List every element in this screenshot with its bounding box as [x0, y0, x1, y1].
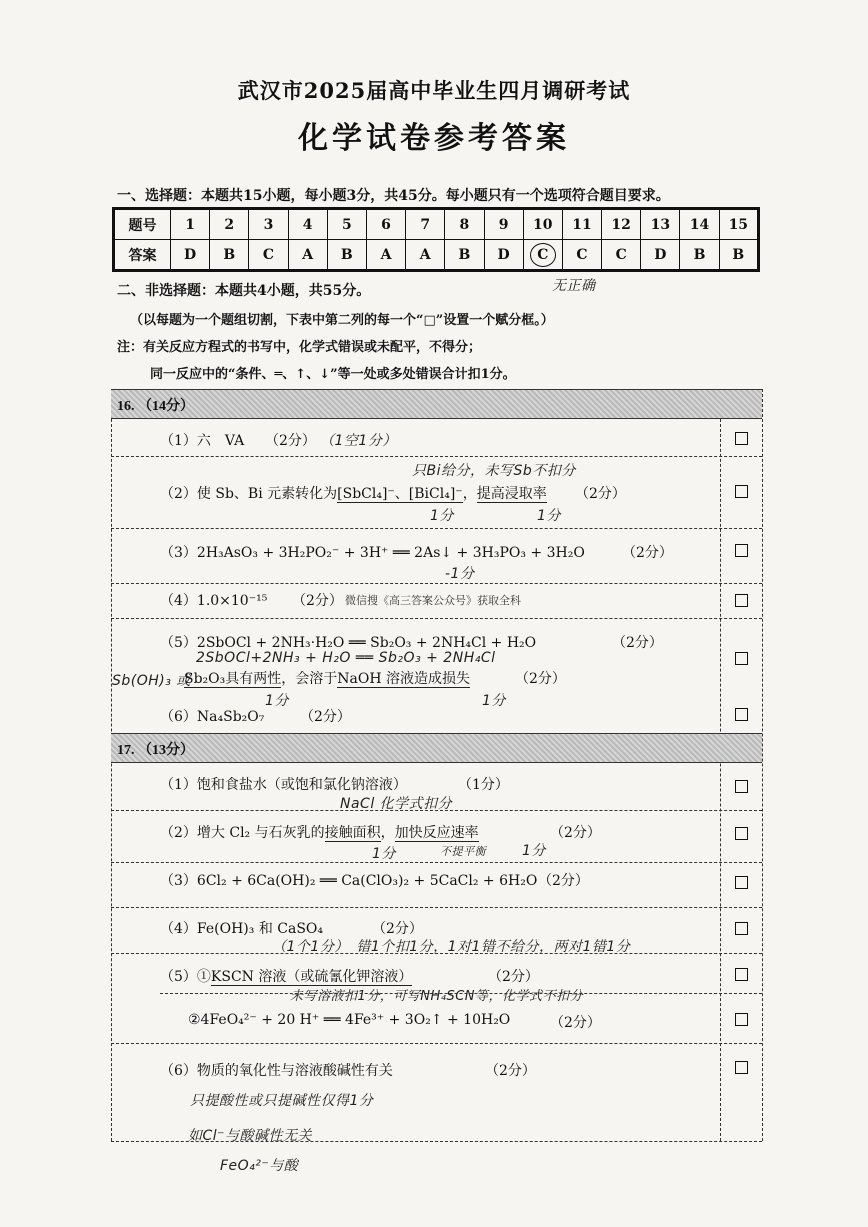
row-divider	[111, 618, 762, 619]
row-label-number: 题号	[114, 209, 171, 240]
section2-note1: （以每题为一个题组切割，下表中第二列的每一个“□”设置一个赋分框。）	[130, 313, 554, 328]
section2-note3: 同一反应中的“条件、═、↑、↓”等一处或多处错误合计扣1分。	[150, 367, 516, 382]
score-box[interactable]	[735, 827, 748, 840]
table-cell-circled	[523, 240, 562, 271]
table-cell: A	[288, 240, 327, 271]
q16-row3-text: （3）2H₃AsO₃ + 3H₂PO₂⁻ + 3H⁺ ══ 2As↓ + 3H₃PO₃ + 3H₂O	[160, 545, 585, 561]
table-cell: C	[602, 240, 641, 271]
handwritten-note: 如Cl⁻与酸碱性无关	[188, 1128, 313, 1144]
q17-row5-text: （5）①KSCN 溶液（或硫氰化钾溶液）	[160, 969, 413, 985]
q16-row5-score2: （2分）	[515, 671, 566, 687]
table-row-answers	[114, 240, 759, 271]
handwritten-note: 未写溶液扣1分，可写NH₄SCN等，化学式不扣分	[290, 989, 584, 1004]
q16-row5-score: （2分）	[612, 635, 663, 651]
row-divider	[111, 456, 762, 457]
handwritten-note: NaCl 化学式扣分	[340, 796, 453, 812]
q16-row6-text: （6）Na₄Sb₂O₇	[160, 709, 265, 725]
q17-row2-text: （2）增大 Cl₂ 与石灰乳的接触面积，加快反应速率	[160, 825, 479, 841]
section2-note2: 注：有关反应方程式的书写中，化学式错误或未配平，不得分；	[117, 340, 482, 355]
q17-row4-text: （4）Fe(OH)₃ 和 CaSO₄	[160, 921, 324, 937]
handwritten-note: Sb(OH)₃ 或	[112, 673, 191, 689]
table-cell: 7	[406, 209, 445, 240]
row-divider	[111, 1141, 762, 1142]
q17-row6-score: （2分）	[485, 1063, 536, 1079]
table-cell: B	[719, 240, 758, 271]
table-cell: 14	[680, 209, 719, 240]
table-cell: 2	[210, 209, 249, 240]
q17-row3-text: （3）6Cl₂ + 6Ca(OH)₂ ══ Ca(ClO₃)₂ + 5CaCl₂ + 6H₂O	[160, 873, 538, 889]
table-cell: B	[445, 240, 484, 271]
score-box[interactable]	[735, 968, 748, 981]
section2-desc: 二、非选择题：本题共4小题，共55分。	[117, 283, 371, 299]
handwritten-note: 只Bi给分，未写Sb不扣分	[412, 463, 576, 479]
table-cell: 15	[719, 209, 758, 240]
q16-row2-text: （2）使 Sb、Bi 元素转化为[SbCl₄]⁻、[BiCl₄]⁻，提高浸取率	[160, 486, 547, 502]
handwritten-note: （1个1分） 错1个扣1分，1对1错不给分，两对1错1分	[272, 939, 631, 955]
row-divider	[111, 907, 762, 908]
table-cell: B	[210, 240, 249, 271]
score-box[interactable]	[735, 922, 748, 935]
score-box[interactable]	[735, 1061, 748, 1074]
q17-row1-score: （1分）	[458, 777, 509, 793]
row-divider	[111, 1043, 762, 1044]
table-cell: D	[641, 240, 680, 271]
table-cell: 9	[484, 209, 523, 240]
q17-row1-text: （1）饱和食盐水（或饱和氯化钠溶液）	[160, 777, 407, 793]
table-cell: 10	[523, 209, 562, 240]
grid-border-left	[111, 389, 112, 1141]
score-box[interactable]	[735, 876, 748, 889]
handwritten-note: 1分	[537, 508, 561, 524]
table-cell: A	[366, 240, 405, 271]
table-cell: 12	[602, 209, 641, 240]
q17-row6-text: （6）物质的氧化性与溶液酸碱性有关	[160, 1063, 393, 1079]
answer-table	[112, 207, 760, 272]
table-cell: A	[406, 240, 445, 271]
table-cell: D	[484, 240, 523, 271]
q16-row4-score: （2分）	[292, 593, 343, 609]
score-box[interactable]	[735, 652, 748, 665]
question-header-17: 17. （13分）	[111, 733, 762, 763]
q17-row4-score: （2分）	[372, 921, 423, 937]
q16-row3-score: （2分）	[622, 545, 673, 561]
score-box[interactable]	[735, 485, 748, 498]
score-box[interactable]	[735, 780, 748, 793]
table-cell: 5	[327, 209, 366, 240]
row-divider	[111, 583, 762, 584]
q17-row3-score: （2分）	[538, 873, 589, 889]
handwritten-note: （1空1分）	[320, 433, 397, 449]
grid-divider	[720, 389, 721, 1141]
table-cell: D	[171, 240, 210, 271]
table-cell: C	[562, 240, 601, 271]
row-divider	[111, 810, 762, 811]
handwritten-note: 1分	[482, 693, 506, 709]
table-row-numbers	[114, 209, 759, 240]
q17-row2-score: （2分）	[550, 825, 601, 841]
table-cell: B	[680, 240, 719, 271]
handwritten-note: -1分	[445, 566, 475, 582]
row-divider	[111, 862, 762, 863]
table-cell: 8	[445, 209, 484, 240]
q17-row5-score: （2分）	[488, 969, 539, 985]
handwritten-note: 1分	[430, 508, 454, 524]
section1-desc: 一、选择题：本题共15小题，每小题3分，共45分。每小题只有一个选项符合题目要求。	[117, 188, 670, 204]
handwritten-note: 只提酸性或只提碱性仅得1分	[190, 1093, 374, 1109]
handwritten-note: 1分	[265, 693, 289, 709]
q16-row1-text: （1）六 VA	[160, 433, 245, 449]
score-box[interactable]	[735, 432, 748, 445]
grid-border-right	[762, 389, 763, 1141]
q16-row5-text: （5）2SbOCl + 2NH₃·H₂O ══ Sb₂O₃ + 2NH₄Cl + H₂O	[160, 635, 537, 651]
q16-row4-text: （4）1.0×10⁻¹⁵	[160, 593, 268, 609]
score-box[interactable]	[735, 1013, 748, 1026]
question-header-16: 16. （14分）	[111, 389, 762, 419]
row-divider	[160, 993, 762, 994]
table-cell: 3	[249, 209, 288, 240]
row-divider	[111, 528, 762, 529]
score-box[interactable]	[735, 708, 748, 721]
q16-row1-score: （2分）	[265, 433, 316, 449]
handwritten-note: 不提平衡	[440, 845, 486, 858]
table-cell: C	[249, 240, 288, 271]
table-cell: 4	[288, 209, 327, 240]
handwritten-note: 无正确	[552, 278, 596, 294]
handwritten-note: 1分	[522, 843, 546, 859]
score-box[interactable]	[735, 544, 748, 557]
q16-row5-line2: Sb₂O₃具有两性，会溶于NaOH 溶液造成损失	[184, 671, 470, 687]
q17-row5b-score: （2分）	[550, 1015, 601, 1031]
exam-title: 武汉市2025届高中毕业生四月调研考试	[237, 78, 631, 103]
answer-key-title: 化学试卷参考答案	[298, 121, 570, 156]
q16-row6-score: （2分）	[300, 709, 351, 725]
row-label-answer: 答案	[114, 240, 171, 271]
watermark-text: 微信搜《高三答案公众号》获取全科	[345, 594, 521, 607]
q17-row5b-text: ②4FeO₄²⁻ + 20 H⁺ ══ 4Fe³⁺ + 3O₂↑ + 10H₂O	[188, 1012, 511, 1028]
table-cell: 13	[641, 209, 680, 240]
score-box[interactable]	[735, 594, 748, 607]
q16-row2-score: （2分）	[575, 486, 626, 502]
handwritten-note: 2SbOCl+2NH₃ + H₂O ══ Sb₂O₃ + 2NH₄Cl	[196, 650, 496, 666]
table-cell: B	[327, 240, 366, 271]
answer-circle: C	[530, 243, 556, 267]
table-cell: 1	[171, 209, 210, 240]
row-divider	[111, 953, 762, 954]
table-cell: 11	[562, 209, 601, 240]
handwritten-note: 1分	[372, 846, 396, 862]
table-cell: 6	[366, 209, 405, 240]
handwritten-note: FeO₄²⁻与酸	[220, 1158, 299, 1174]
